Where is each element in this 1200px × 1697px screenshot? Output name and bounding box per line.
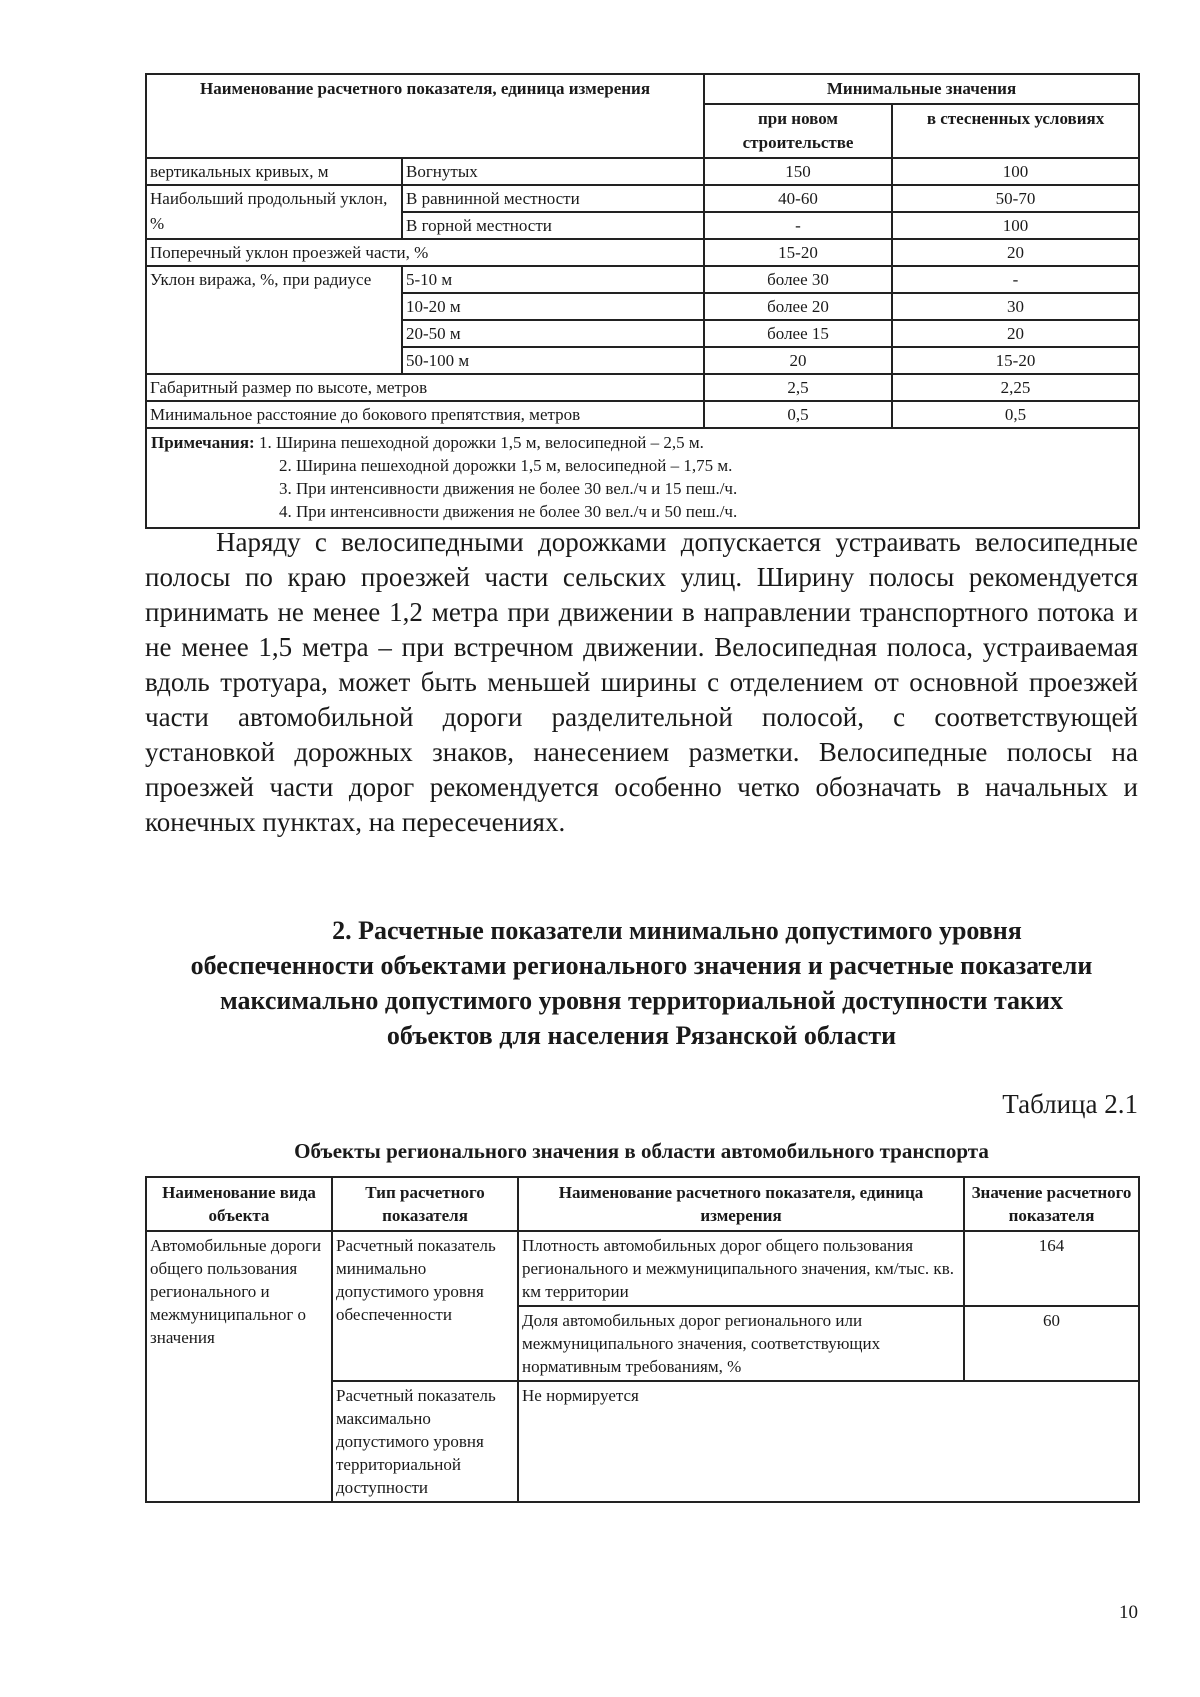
value-constrained: 15-20 xyxy=(892,347,1139,374)
indicator-name: Плотность автомобильных дорог общего пользования регионального и межмуниципального значения, км/тыс. кв. км территории xyxy=(518,1231,964,1306)
row-label: Поперечный уклон проезжей части, % xyxy=(146,239,704,266)
indicator-value: 164 xyxy=(964,1231,1139,1306)
value-new: 0,5 xyxy=(704,401,892,428)
header-indicator-name: Наименование расчетного показателя, единица измерения xyxy=(518,1177,964,1231)
table-row xyxy=(146,185,1139,212)
value-constrained: 50-70 xyxy=(892,185,1139,212)
section-heading-line: обеспеченности объектами регионального значения и расчетные показатели xyxy=(190,951,1093,980)
value-new: 150 xyxy=(704,158,892,185)
value-constrained: 20 xyxy=(892,239,1139,266)
row-sublabel: Вогнутых xyxy=(402,158,704,185)
value-constrained: 100 xyxy=(892,212,1139,239)
value-new: - xyxy=(704,212,892,239)
value-constrained: 0,5 xyxy=(892,401,1139,428)
row-sublabel: 5-10 м xyxy=(402,266,704,293)
page-number: 10 xyxy=(1119,1602,1138,1623)
value-new: 20 xyxy=(704,347,892,374)
row-sublabel: 20-50 м xyxy=(402,320,704,347)
note-3: 3. При интенсивности движения не более 30 вел./ч и 15 пеш./ч. xyxy=(279,479,738,498)
value-constrained: 2,25 xyxy=(892,374,1139,401)
header-indicator-name: Наименование расчетного показателя, единица измерения xyxy=(146,74,704,158)
notes-cell xyxy=(146,428,1139,528)
row-label: вертикальных кривых, м xyxy=(146,158,402,185)
table-row xyxy=(146,401,1139,428)
table-row xyxy=(146,266,1139,293)
value-constrained: 30 xyxy=(892,293,1139,320)
table-row xyxy=(146,374,1139,401)
header-min-values: Минимальные значения xyxy=(704,74,1139,104)
value-new: более 20 xyxy=(704,293,892,320)
note-1: 1. Ширина пешеходной дорожки 1,5 м, велосипедной – 2,5 м. xyxy=(258,433,704,452)
section-heading xyxy=(145,913,1138,1053)
regional-objects-table xyxy=(145,1176,1140,1503)
not-normed: Не нормируется xyxy=(518,1381,1139,1502)
header-object-type: Наименование вида объекта xyxy=(146,1177,332,1231)
row-sublabel: 50-100 м xyxy=(402,347,704,374)
indicator-name: Доля автомобильных дорог регионального или межмуниципального значения, соответствующих нормативным требованиям, % xyxy=(518,1306,964,1381)
table-caption: Объекты регионального значения в области автомобильного транспорта xyxy=(294,1139,989,1163)
road-parameters-table xyxy=(145,73,1140,529)
table-row xyxy=(146,1231,1139,1306)
header-constrained: в стесненных условиях xyxy=(892,104,1139,158)
header-indicator-type: Тип расчетного показателя xyxy=(332,1177,518,1231)
value-new: более 15 xyxy=(704,320,892,347)
value-constrained: - xyxy=(892,266,1139,293)
row-sublabel: В равнинной местности xyxy=(402,185,704,212)
value-new: 2,5 xyxy=(704,374,892,401)
row-label: Минимальное расстояние до бокового препятствия, метров xyxy=(146,401,704,428)
indicator-type: Расчетный показатель минимально допустимого уровня обеспеченности xyxy=(332,1231,518,1381)
row-label: Уклон виража, %, при радиусе xyxy=(146,266,402,374)
value-constrained: 100 xyxy=(892,158,1139,185)
header-indicator-value: Значение расчетного показателя xyxy=(964,1177,1139,1231)
table-label: Таблица 2.1 xyxy=(1002,1089,1138,1119)
body-paragraph: Наряду с велосипедными дорожками допускается устраивать велосипедные полосы по краю проезжей части сельских улиц. Ширину полосы рекомендуется принимать не менее 1,2 метра при движении в направлении транспортного потока и не менее 1,5 метра – при встречном движении. Велосипедная полоса, устраиваемая вдоль тротуара, может быть меньшей ширины с отделением от основной проезжей части автомобильной дороги разделительной полосой, с соответствующей установкой дорожных знаков, нанесением разметки. Велосипедные полосы на проезжей части дорог рекомендуется особенно четко обозначать в начальных и конечных пунктах, на пересечениях. xyxy=(145,527,1138,837)
value-new: 15-20 xyxy=(704,239,892,266)
value-new: более 30 xyxy=(704,266,892,293)
row-sublabel: 10-20 м xyxy=(402,293,704,320)
section-heading-line: объектов для населения Рязанской области xyxy=(386,1021,897,1050)
table-row xyxy=(146,158,1139,185)
note-4: 4. При интенсивности движения не более 30 вел./ч и 50 пеш./ч. xyxy=(279,502,738,521)
value-constrained: 20 xyxy=(892,320,1139,347)
table-row xyxy=(146,239,1139,266)
value-new: 40-60 xyxy=(704,185,892,212)
row-label: Габаритный размер по высоте, метров xyxy=(146,374,704,401)
section-heading-line: максимально допустимого уровня территориальной доступности таких xyxy=(219,986,1064,1015)
notes-row xyxy=(146,428,1139,528)
indicator-type: Расчетный показатель максимально допустимого уровня территориальной доступности xyxy=(332,1381,518,1502)
object-name: Автомобильные дороги общего пользования регионального и межмуниципальног о значения xyxy=(146,1231,332,1502)
row-label: Наибольший продольный уклон, % xyxy=(146,185,402,239)
header-new-construction: при новом строительстве xyxy=(704,104,892,158)
note-2: 2. Ширина пешеходной дорожки 1,5 м, велосипедной – 1,75 м. xyxy=(279,456,733,475)
section-heading-line: 2. Расчетные показатели минимально допустимого уровня xyxy=(332,916,1022,945)
indicator-value: 60 xyxy=(964,1306,1139,1381)
notes-label: Примечания: xyxy=(151,433,255,452)
row-sublabel: В горной местности xyxy=(402,212,704,239)
